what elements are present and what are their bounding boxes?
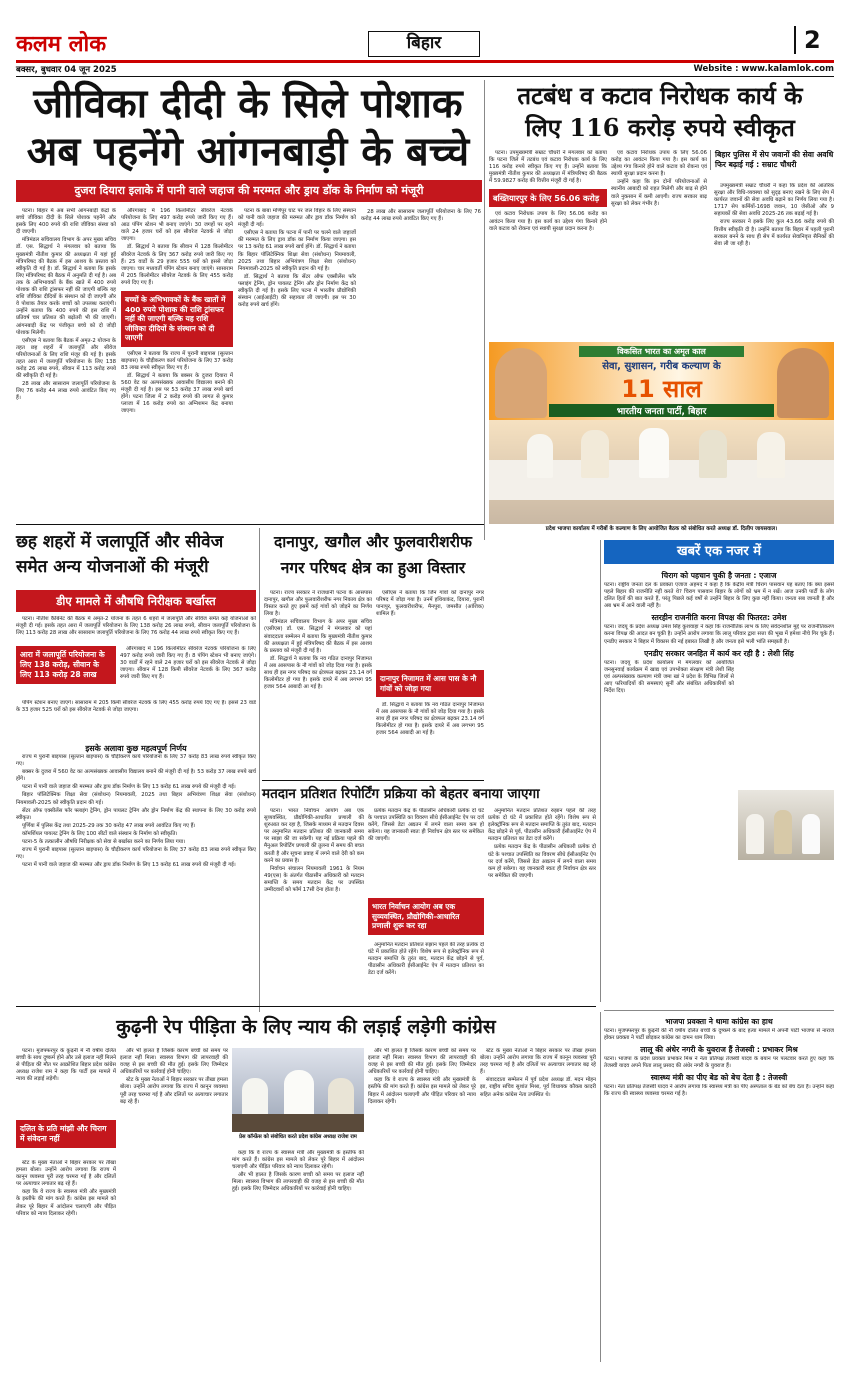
person (802, 814, 820, 854)
municipal-pull-wrap (376, 670, 484, 697)
leader-portrait-right (777, 348, 829, 418)
voting-headline-wrap (262, 784, 622, 804)
police-para: राज्य सरकार ने इसके लिए कुल 43.66 करोड़ रुपये की वित्तीय स्वीकृति दी है। उन्होंने बताया कि बिहार में पहली पुरानी सरकार बनने के साथ ही सेप में कार्यरत सेवानिवृत्त सैनिकों की सेवा ली जा रही है। (714, 219, 834, 247)
water-intro (16, 616, 256, 646)
lead-headline-line1: जीविका दीदी के सिले पोशाक (33, 80, 463, 127)
rape-pull-wrap (16, 1120, 116, 1148)
bjp-event-photo (489, 342, 834, 524)
glance-text: पटना। जदयू के प्रदेश अध्यक्ष उमेश सिंह कुशवाहा ने कहा कि राजनीतिक लाभ के लिए संवेदनशील मुद्दे पर राजनीतिकरण करना विपक्ष की आदत बन चुकी है। उन्होंने आरोप लगाया कि लालू परिवार द्वारा सत्ता की भूख में हमेशा नीचे गिर चुके हैं। एनडीए सरकार ने बिहार में विकास की नई इबारत लिखी है और जनता इसे भली भांति समझती है। (604, 624, 834, 645)
lead-para: 28 लाख और सासाराम जलापूर्ति परियोजना के लिए 76 करोड़ 44 लाख रुपये आवंटित किए गए हैं। (361, 209, 481, 223)
glance-title: स्तरहीन राजनीति करना विपक्ष की फितरत: उमेश (651, 613, 787, 623)
lead-para: एसीएस ने बताया कि राज्य में पुरानी बाइपास (सुल्तान बाइपास) के चौड़ीकरण कार्य परियोजना के लिए 37 करोड़ 83 लाख रुपये स्वीकृत किए गए हैं। (121, 350, 233, 371)
glance-item (604, 1045, 834, 1070)
embankment-pull: बख्तियारपुर के लिए 56.06 करोड़ (489, 189, 607, 207)
embankment-para: उन्होंने कहा कि इन दोनों परियोजनाओं से स्थानीय आबादी को राहत मिलेगी और बाढ़ से होने वाले नुकसान में कमी आएगी। राज्य सरकार बाढ़ सुरक्षा को लेकर गंभीर है। (611, 179, 707, 207)
rape-headline: कुढ़नी रेप पीड़िता के लिए न्याय की लड़ाई लड़ेगी कांग्रेस (116, 1016, 496, 1038)
glance-text: पटना। नेता प्रतिपक्ष तेजस्वी यादव ने आरोप लगाया कि स्वास्थ्य मंत्री का पीए अस्पताल के बेड को बेच देता है। उन्होंने कहा कि राज्य की स्वास्थ्य व्यवस्था चरमरा गई है। (604, 1084, 834, 1098)
lead-col4 (361, 208, 481, 520)
decision-item: राज्य में पुरानी बाइपास (सुल्तान बाइपास) के चौड़ीकरण कार्य परियोजना के लिए 37 करोड़ 83 लाख रुपये स्वीकृत किए गए। (16, 754, 256, 768)
banner-line: सेवा, सुशासन, गरीब कल्याण के (602, 361, 721, 372)
rape-para: कहा कि वे राज्य के स्वास्थ्य मंत्री और मुख्यमंत्री के इस्तीफे की मांग करते हैं। कांग्रेस इस मामले को लेकर पूरे बिहार में आंदोलन चलाएगी और पीड़ित परिवार को न्याय दिलाकर रहेगी। (232, 1150, 364, 1171)
lead-para: डॉ. सिद्धार्थ ने बताया कि सीवान में 128 किलोमीटर सीवरेज नेटवर्क के लिए 367 करोड़ रुपये जारी किए गए हैं। 25 वार्डों के 29 हजार 555 घरों को इससे जोड़ा जाएगा। चार मध्यवर्ती पंपिंग स्टेशन बनाए जाएंगे। सासाराम में 205 किलोमीटर सीवरेज नेटवर्क के लिए 455 करोड़ रुपये दिए गए हैं। (121, 244, 233, 286)
voting-pull-wrap (368, 898, 484, 935)
voting-para: पटना। भारत निर्वाचन आयोग अब एक सुव्यवस्थित, प्रौद्योगिकी-आधारित प्रणाली की शुरुआत कर रहा है, जिसके माध्यम से मतदान दिवस पर अनुमानित मतदान प्रतिशत की जानकारी समय पर साझा की जा सकेगी। यह नई प्रक्रिया पहले की मैनुअल रिपोर्टिंग प्रणाली की तुलना में समय की बचत करती है और सूचना प्रवाह में लगने वाले देरी को कम करने का प्रयास है। (264, 808, 364, 864)
lead-headline (14, 80, 482, 176)
water-para: पटना। नीतीश कैबिनेट की बैठक में अमृत-2 योजना के तहत 6 शहरों में जलापूर्ति और सीवेज समेत कई योजनाओं को मंजूरी दी गई। इसके तहत आरा में जलापूर्ति परियोजना के लिए 138 करोड़ 26 लाख रुपये, सीवान जलापूर्ति परियोजना के लिए 113 करोड़ 28 लाख और सासाराम जलापूर्ति परियोजना के लिए 76 करोड़ 44 लाख रुपये स्वीकृत किए गए हैं। (16, 616, 256, 637)
voting-headline: मतदान प्रतिशत रिपोर्टिंग प्रक्रिया को बेहतर बनाया जाएगा (262, 786, 540, 802)
voting-para: निर्वाचन संचालन नियमावली 1961 के नियम 49(एस) के अंतर्गत पीठासीन अधिकारी को मतदान समाप्ति के समय मतदान केंद्र पर उपस्थित उम्मीदवारों को फॉर्म 17सी देना होता है। (264, 865, 364, 894)
lead-para: डॉ. सिद्धार्थ ने बताया कि सेंटर ऑफ एक्सीलेंस फॉर फ्लाइंग ट्रेनिंग, ड्रोन पायलट ट्रेनिंग और ड्रोन निर्माण केंद्र को स्वीकृति दी गई है। इसके लिए पटना में भारतीय प्रौद्योगिकी संस्थान (आईआईटी) की सहायता ली जाएगी। इस पर 30 करोड़ रुपये खर्च होंगे। (238, 273, 356, 309)
rape-col1 (16, 1048, 116, 1118)
website: Website : www.kalamlok.com (693, 64, 834, 74)
paper-name: कलम लोक (16, 31, 107, 57)
municipal-para: डॉ. सिद्धार्थ ने बताया कि नव गठित दानापुर निजामत में अब आसपास के नौ गांवों को जोड़ दिया गया है। इसके साथ ही इस नगर परिषद का क्षेत्रफल बढ़कर 23.14 वर्ग किलोमीटर हो गया है। इसके दायरे में अब लगभग 95 हजार 564 आबादी आ गई है। (264, 655, 372, 691)
glance-title: चिराग को पहचान चुकी है जनता : एजाज (661, 571, 777, 580)
embankment-para: एवं कटाव निरोधक उपाय के लिए 56.06 करोड़ का आवंटन किया गया है। इस कार्य का उद्देश्य गंगा किनारे होने वाले कटाव को रोकना एवं स्थायी सुरक्षा प्रदान करना है। (489, 211, 607, 232)
lead-para: डॉ. सिद्धार्थ ने बताया कि बक्सर के दुजरा दियारा में 560 वेट का अल्पसंख्यक आवासीय विद्यालय बनाने की मंजूरी दी गई है। इस पर 53 करोड़ 37 लाख रुपये खर्च होंगे। पटना जिला में 2 करोड़ रुपये की लागत से कुमार प्लाजा में 16 करोड़ रुपये का अग्निशमन केंद्र बनाया जाएगा। (121, 372, 233, 415)
decision-item: सेंटर ऑफ एक्सीलेंस फॉर फ्लाइंग ट्रेनिंग, ड्रोन पायलट ट्रेनिंग और ड्रोन निर्माण केंद्र की स्थापना के लिए 30 करोड़ रुपये स्वीकृत। (16, 807, 256, 821)
press-caption: प्रेस कॉन्फ्रेंस को संबोधित करते प्रदेश कांग्रेस अध्यक्ष राजेश राम (239, 1134, 357, 1140)
water-headline (16, 530, 256, 580)
glance-text: पटना। राष्ट्रीय जनता दल के प्रवक्ता एजाज अहमद ने कहा है कि केंद्रीय मंत्री चिराग पासवान यह बताए कि क्या इससे पहले बिहार की राजनीति नहीं करते थे? चिराग पासवान बिहार के लोगों को भ्रम में न रखें। आज उनकी पार्टी के लोग दलित हितों की बात करते हैं, परंतु पिछले कई वर्षों से उन्होंने बिहार के लिए कुछ नहीं किया। जनता सब जानती है और अब भ्रम में आने वाली नहीं है। (604, 582, 834, 610)
lead-para: पटना। बिहार में अब सभी आंगनबाड़ी केंद्रों के बच्चे जीविका दीदी के सिले पोशाक पहनेंगे और इसके लिए 400 रुपये की राशि जीविका संस्था को दी जाएगी। (16, 208, 116, 236)
voting-para: अनुमानित मतदान प्रतिशत रुझान पहले की तरह प्रत्येक दो घंटे में प्रकाशित होते रहेंगे। विशेष रूप से इलेक्ट्रॉनिक रूप से मतदान समाप्ति के तुरंत बाद, मतदान केंद्र छोड़ने से पूर्व, पीठासीन अधिकारी ईसीआईनेट ऐप में मतदान प्रतिशत का डेटा दर्ज करेंगे। (488, 808, 596, 843)
lead-headline-line2: अब पहनेंगे आंगनबाड़ी के बच्चे (26, 128, 470, 175)
banner-party: भारतीय जनता पार्टी, बिहार (549, 404, 774, 417)
water-pull: आरा में जलापूर्ति परियोजना के लिए 138 करोड़, सीवान के लिए 113 करोड़ 28 लाख (16, 646, 116, 684)
person (527, 434, 553, 478)
municipal-headline (262, 530, 484, 554)
voting-pull: भारत निर्वाचन आयोग अब एक सुव्यवस्थित, प्रौद्योगिकी-आधारित प्रणाली शुरू कर रहा (368, 898, 484, 935)
voting-para: प्रत्येक मतदान केंद्र के पीठासीन अधिकारी प्रत्येक दो घंटे के पश्चात उपस्थिति का विवरण सीधे ईसीआईनेट ऐप पर दर्ज करेंगे, जिससे डेटा अद्यतन में लगने वाला समय कम हो सकेगा। यह जानकारी स्वतः ही निर्वाचन क्षेत्र स्तर पर समेकित की जाएगी। (488, 844, 596, 879)
glance-item (604, 571, 834, 610)
decision-item: बिहार पॉलिटेक्निक शिक्षा सेवा (संशोधन) नियमावली, 2025 तथा बिहार अभियंत्रण शिक्षा सेवा (संशोधन) नियमावली-2025 को स्वीकृति प्रदान की गई। (16, 792, 256, 806)
leader-portrait-left (495, 348, 547, 418)
municipal-col2 (376, 590, 484, 668)
voting-col4 (488, 808, 596, 1004)
column-rule (484, 80, 485, 540)
lead-para: एसीएस ने बताया कि बैठक में अमृत-2 योजना के तहत छह शहरों में जलापूर्ति और सीवेज परियोजनाओं के लिए राशि मंजूर की गई है। इसके तहत आरा में जलापूर्ति परियोजना के लिए 138 करोड़ 26 लाख रुपये, सीवान में 113 करोड़ रुपये की स्वीकृति दी गई है। (16, 337, 116, 380)
page-number: 2 (794, 26, 834, 54)
glance-title: लालू की अंधेर नगरी के युवराज हैं तेजस्वी : प्रभाकर मिश्र (640, 1045, 798, 1055)
lead-para: 28 लाख और सासाराम जलापूर्ति परियोजना के लिए 76 करोड़ 44 लाख रुपये आवंटित किए गए हैं। (16, 381, 116, 402)
rape-pull: दलित के प्रति मांझी और चिराग में संवेदना नहीं (16, 1120, 116, 1148)
embankment-headline-line1: तटबंध व कटाव निरोधक कार्य के (517, 81, 803, 110)
person (746, 814, 764, 854)
rape-para: और भी हालत है जिसके कारण बच्ची को समय पर इलाज नहीं मिला। स्वास्थ्य विभाग की लापरवाही की वजह से इस बच्ची की मौत हुई। इसके लिए जिम्मेदार अधिकारियों पर कार्रवाई होनी चाहिए। (232, 1172, 364, 1193)
rape-para: पटना। मुजफ्फरपुर के कुढ़नी में नौ वर्षीय दलित बच्ची के साथ दुष्कर्म होने और उसे इलाज नहीं मिलने से पीड़िता की मौत पर आक्रोशित बिहार प्रदेश कांग्रेस अध्यक्ष राजेश राम ने कहा कि पार्टी इस मामले में न्याय की लड़ाई लड़ेगी। (16, 1048, 116, 1083)
water-subhead: इसके अलावा कुछ महत्वपूर्ण निर्णय (85, 744, 187, 753)
rape-para: स्टेट के मुख्य नेताओं ने बिहार सरकार पर तीखा हमला बोला। उन्होंने आरोप लगाया कि राज्य में कानून व्यवस्था पूरी तरह चरमरा गई है और दलितों पर अत्याचार लगातार बढ़ रहे हैं। (480, 1048, 596, 1076)
water-banner: डीए मामले में औषधि निरीक्षक बर्खास्त (16, 590, 256, 612)
glance-text: पटना। जदयू के प्रदेश कार्यालय में मंगलवार को आयोजित जनसुनवाई कार्यक्रम में खाद्य एवं उपभोक्ता संरक्षण मंत्री लेशी सिंह एवं अल्पसंख्यक कल्याण मंत्री जमा खां ने प्रदेश के विभिन्न जिलों से आए फरियादियों की समस्याएं सुनीं और संबंधित अधिकारियों को निर्देश दिए। (604, 659, 734, 695)
voting-col2 (368, 808, 484, 896)
water-para: औरंगाबाद में 196 किलोमीटर सीवरेज नेटवर्क परियोजना के लिए 497 करोड़ रुपये जारी किए गए हैं। 8 पंपिंग स्टेशन भी बनाए जाएंगे। 30 वार्डों में रहने वाले 24 हजार घरों को इस सीवरेज नेटवर्क से जोड़ा जाएगा। सीवान में 128 किमी सीवरेज नेटवर्क के लिए 367 करोड़ रुपये जारी किए गए हैं। (120, 646, 256, 681)
water-headline-line1: छह शहरों में जलापूर्ति और सीवेज (16, 532, 224, 552)
section-rule (16, 524, 484, 525)
municipal-para: पटना। राज्य सरकार ने राजधानी पटना के आसपास दानापुर, खगौल और फुलवारीशरीफ नगर निकाय क्षेत्र का विस्तार करते हुए इसमें कई गांवों को जोड़ने का निर्णय लिया है। (264, 590, 372, 618)
water-col-b (16, 700, 256, 740)
rape-para: संवाददाता सम्मेलन में पूर्व प्रदेश अध्यक्ष डॉ. मदन मोहन झा, राष्ट्रीय सचिव सुशांत मिश्रा, पूर्व विधायक कौकब कादरी सहित अनेक कांग्रेस नेता उपस्थित थे। (480, 1077, 596, 1098)
glance-list (604, 568, 834, 1004)
person (639, 428, 669, 478)
column-rule (600, 1012, 601, 1362)
voting-para: प्रत्येक मतदान केंद्र के पीठासीन अधिकारी प्रत्येक दो घंटे के पश्चात उपस्थिति का विवरण सीधे ईसीआईनेट ऐप पर दर्ज करेंगे, जिससे डेटा अद्यतन में लगने वाला समय कम हो सकेगा। यह जानकारी स्वतः ही निर्वाचन क्षेत्र स्तर पर समेकित की जाएगी। (368, 808, 484, 843)
embankment-headline (486, 80, 834, 144)
banner-top: विकसित भारत का अमृत काल (579, 346, 744, 357)
banner-number: 11 साल (621, 375, 702, 403)
lead-col1 (16, 208, 116, 520)
rape-para: स्टेट के मुख्य नेताओं ने बिहार सरकार पर तीखा हमला बोला। उन्होंने आरोप लगाया कि राज्य में कानून व्यवस्था पूरी तरह चरमरा गई है और दलितों पर अत्याचार लगातार बढ़ रहे हैं। (120, 1077, 228, 1105)
decision-item: राज्य में पुरानी बाइपास (सुल्तान बाइपास) के चौड़ीकरण कार्य परियोजना के लिए 37 करोड़ 83 लाख रुपये स्वीकृत किए गए। (16, 847, 256, 861)
water-pull-wrap (16, 646, 116, 684)
person (757, 432, 785, 478)
glance-item (604, 613, 834, 645)
decision-item: पूर्णिया में पुलिस केंद्र तथा 2025-29 तक 30 करोड़ 47 लाख रुपये आवंटित किए गए हैं। (22, 822, 196, 829)
decision-item: पटना-5 के तत्कालीन औषधि निरीक्षक को सेवा से बर्खास्त करने का निर्णय लिया गया। (22, 839, 186, 846)
rape-para: और भी हालत है जिसके कारण बच्ची को समय पर इलाज नहीं मिला। स्वास्थ्य विभाग की लापरवाही की वजह से इस बच्ची की मौत हुई। इसके लिए जिम्मेदार अधिकारियों पर कार्रवाई होनी चाहिए। (368, 1048, 476, 1076)
section-rule (262, 780, 484, 781)
section-rule (604, 1010, 834, 1011)
lead-col2 (121, 208, 233, 520)
voting-para: अनुमानित मतदान प्रतिशत रुझान पहले की तरह प्रत्येक दो घंटे में प्रकाशित होते रहेंगे। विशेष रूप से इलेक्ट्रॉनिक रूप से मतदान समाप्ति के तुरंत बाद, मतदान केंद्र छोड़ने से पूर्व, पीठासीन अधिकारी ईसीआईनेट ऐप में मतदान प्रतिशत का डेटा दर्ज करेंगे। (368, 942, 484, 977)
lead-para: पटना के बाबा मणिपुर घाट पर जल विहार के लिए संस्थान को पानी वाले जहाज की मरम्मत और ड्राय डॉक निर्माण को मंजूरी दी गई। (238, 208, 356, 229)
police-col (714, 183, 834, 340)
municipal-para: डॉ. सिद्धार्थ ने बताया कि नव गठित दानापुर निजामत में अब आसपास के नौ गांवों को जोड़ दिया गया है। इसके साथ ही इस नगर परिषद का क्षेत्रफल बढ़कर 23.14 वर्ग किलोमीटर हो गया है। इसके दायरे में अब लगभग 95 हजार 564 आबादी आ गई है। (376, 702, 484, 737)
police-para: उपमुख्यमंत्री सम्राट चौधरी ने कहा कि प्रदेश की आंतरिक सुरक्षा और विधि-व्यवस्था को सुदृढ़ बनाए रखने के लिए सेप में कार्यरत जवानों की सेवा अवधि बढ़ाने का निर्णय लिया गया है। 1717 सेप कर्मियों-1698 जवान, 10 जेसीओ और 9 सहायकों की सेवा अवधि 2025-26 तक बढ़ाई गई है। (714, 183, 834, 218)
water-para: पंपिंग स्टेशन बनाए जाएंगे। सासाराम में 205 किमी सीवरेज नेटवर्क के लिए 455 करोड़ रुपये दिए गए हैं। इससे 23 वार्ड के 33 हजार 525 घरों को इस सीवरेज नेटवर्क से जोड़ा जाएगा। (16, 700, 256, 714)
embankment-para: पटना। उपमुख्यमंत्री सम्राट चौधरी ने मंगलवार को बताया कि पटना जिले में तटबंध एवं कटाव निरोधक कार्य के लिए 116 करोड़ रुपये स्वीकृत किए गए हैं। उन्होंने बताया कि मुख्यमंत्री नीतीश कुमार की अध्यक्षता में मंत्रिपरिषद की बैठक में 59.9827 करोड़ की वित्तीय मंजूरी दी गई है। (489, 150, 607, 185)
masthead-rule (16, 60, 834, 63)
municipal-headline-line2: नगर परिषद क्षेत्र का हुआ विस्तार (280, 558, 466, 577)
rape-para: स्टेट के मुख्य नेताओं ने बिहार सरकार पर तीखा हमला बोला। उन्होंने आरोप लगाया कि राज्य में कानून व्यवस्था पूरी तरह चरमरा गई है और दलितों पर अत्याचार लगातार बढ़ रहे हैं। (16, 1160, 116, 1188)
dateline-rule (16, 76, 834, 77)
rape-para: और भी हालत है जिसके कारण बच्ची को समय पर इलाज नहीं मिला। स्वास्थ्य विभाग की लापरवाही की वजह से इस बच्ची की मौत हुई। इसके लिए जिम्मेदार अधिकारियों पर कार्रवाई होनी चाहिए। (120, 1048, 228, 1076)
decision-item: पटना में पानी वाले जहाज की मरम्मत और ड्राय डॉक निर्माण के लिए 13 करोड़ 61 लाख रुपये की मंजूरी दी गई। (22, 784, 236, 791)
lead-para: औरंगाबाद में 196 किलोमीटर सीवरेज नेटवर्क परियोजना के लिए 497 करोड़ रुपये जारी किए गए हैं। आठ पंपिंग स्टेशन भी बनाए जाएंगे। 30 जगहों पर रहने वाले 24 हजार घरों को इस सीवरेज नेटवर्क से जोड़ा जाएगा। (121, 208, 233, 243)
glance-title: स्वास्थ्य मंत्री का पीए बेड को बेच देता है : तेजस्वी (650, 1073, 788, 1083)
meeting-photo (738, 790, 834, 860)
police-headline: बिहार पुलिस में सेप जवानों की सेवा अवधि फिर बढ़ाई गई : सम्राट चौधरी (715, 150, 834, 169)
embankment-para: एवं कटाव निरोधक उपाय के लिए 56.06 करोड़ का आवंटन किया गया है। इस कार्य का उद्देश्य गंगा किनारे होने वाले कटाव को रोकना एवं स्थायी सुरक्षा प्रदान करना है। (611, 150, 707, 178)
embankment-col1 (489, 150, 607, 340)
section-rule (16, 1006, 596, 1007)
rape-col2 (120, 1048, 228, 1360)
glance-text: पटना। भाजपा के प्रदेश प्रवक्ता प्रभाकर मिश्र ने नेता प्रतिपक्ष तेजस्वी यादव के बयान पर पलटवार करते हुए कहा कि तेजस्वी यादव अपने पिता लालू प्रसाद की अंधेर नगरी के युवराज हैं। (604, 1056, 834, 1070)
glance-header: खबरें एक नजर में (604, 540, 834, 564)
dateline: बक्सर, बुधवार 04 जून 2025 (16, 65, 117, 75)
rape-col3 (232, 1150, 364, 1360)
lead-para: एसीएस ने बताया कि पटना में पानी पर चलने वाले जहाजों की मरम्मत के लिए ड्राय डॉक का निर्माण किया जाएगा। इस पर 13 करोड़ 61 लाख रुपये खर्च होंगे। डॉ. सिद्धार्थ ने बताया कि बिहार पॉलिटेक्निक शिक्षा सेवा (संशोधन) नियमावली, 2025 तथा बिहार अभियंत्रण शिक्षा सेवा (संशोधन) नियमावली-2025 को स्वीकृति प्रदान की गई है। (238, 230, 356, 272)
lead-col3 (238, 208, 356, 520)
press-conference-photo (232, 1048, 364, 1132)
rape-para: कहा कि वे राज्य के स्वास्थ्य मंत्री और मुख्यमंत्री के इस्तीफे की मांग करते हैं। कांग्रेस इस मामले को लेकर पूरे बिहार में आंदोलन चलाएगी और पीड़ित परिवार को न्याय दिलाकर रहेगी। (368, 1077, 476, 1105)
embankment-col2 (611, 150, 707, 340)
rape-para: कहा कि वे राज्य के स्वास्थ्य मंत्री और मुख्यमंत्री के इस्तीफे की मांग करते हैं। कांग्रेस इस मामले को लेकर पूरे बिहार में आंदोलन चलाएगी और पीड़ित परिवार को न्याय दिलाकर रहेगी। (16, 1189, 116, 1217)
masthead (16, 28, 106, 58)
glance-list-lower (604, 1014, 834, 1360)
person (581, 430, 609, 478)
desk (232, 1114, 364, 1132)
lead-banner: दुजरा दियारा इलाके में पानी वाले जहाज की मरम्मत और ड्राय डॉक के निर्माण को मंजूरी (16, 180, 482, 202)
rape-col5 (480, 1048, 596, 1360)
glance-item (604, 649, 834, 695)
decision-item: पटना में पानी वाले जहाज की मरम्मत और ड्राय डॉक निर्माण के लिए 13 करोड़ 61 लाख रुपये की मंजूरी दी गई। (22, 862, 236, 869)
person (699, 430, 727, 478)
person (774, 810, 792, 854)
section-label: बिहार (368, 31, 480, 57)
voting-col1 (264, 808, 364, 1004)
voting-col3 (368, 942, 484, 1004)
municipal-col1 (264, 590, 372, 778)
glance-title: भाजपा प्रवक्ता ने थामा कांग्रेस का हाथ (665, 1017, 773, 1026)
lead-quote: बच्चों के अभिभावकों के बैंक खातों में 400 रुपये पोशाक की राशि ट्रांसफर नहीं की जाएगी बल्कि यह राशि जीविका दीदियों के संस्थान को दी जाएगी (121, 291, 233, 347)
glance-item (604, 1073, 834, 1098)
decisions-list (16, 754, 256, 1002)
decision-item: बक्सर के दुजरा में 560 वेट का अल्पसंख्यक आवासीय विद्यालय बनाने की मंजूरी दी गई है। 53 करोड़ 37 लाख रुपये खर्च होंगे। (16, 769, 256, 783)
column-rule (259, 528, 260, 1012)
municipal-headline-b (262, 556, 484, 580)
municipal-pull: दानापुर निजामत में आस पास के नौ गांवों को जोड़ा गया (376, 670, 484, 697)
municipal-headline-line1: दानापुर, खगौल और फुलवारीशरीफ (273, 532, 472, 551)
police-story (710, 150, 834, 170)
municipal-para: मंत्रिमंडल सचिवालय विभाग के अपर मुख्य सचिव (एसीएस) डॉ. एस. सिद्धार्थ ने मंगलवार को यहां संवाददाता सम्मेलन में बताया कि मुख्यमंत्री नीतीश कुमार की अध्यक्षता में हुई मंत्रिपरिषद की बैठक में इस आशय के प्रस्ताव को मंजूरी दी गई है। (264, 619, 372, 654)
water-headline-line2: समेत अन्य योजनाओं की मंजूरी (16, 557, 209, 577)
rape-headline-wrap (16, 1012, 596, 1042)
glance-item (604, 1017, 834, 1042)
lead-para: मंत्रिमंडल सचिवालय विभाग के अपर मुख्य सचिव डॉ. एस. सिद्धार्थ ने मंगलवार को बताया कि मुख्यमंत्री नीतीश कुमार की अध्यक्षता में यहां हुई मंत्रिपरिषद की बैठक में इस आशय के प्रस्ताव को स्वीकृति दी गई है। डॉ. सिद्धार्थ ने बताया कि इसके लिए मंत्रिपरिषद की बैठक में अनुमति दी गई है। अब तक के अभिभावकों के बैंक खाते में 400 रुपये पोशाक की राशि ट्रांसफर नहीं की जाएगी बल्कि यह राशि जीविका दीदियों के संस्थान को दी जाएगी और वे पोशाक तैयार करके बच्चों को उपलब्ध कराएंगी। उन्होंने बताया कि 400 रुपये की इस राशि में प्रतिवर्ष चार प्रतिशत की बढ़ोतरी भी की जाएगी। आंगनबाड़ी केंद्र पर पंजीकृत बच्चे को दो जोड़ी पोशाक मिलेगी। (16, 237, 116, 336)
municipal-para: एसीएस ने बताया कि जिन गांवों को दानापुर नगर परिषद में जोड़ा गया है। उनमें हथियाकंद, दियारा, पुरानी पानापुर, फुलवारीशरीफ, मैनपुरा, जमसौत (आंशिक) शामिल हैं। (376, 590, 484, 618)
decision-item: कॉमर्शियल पायलट ट्रेनिंग के लिए 100 सीटों वाले संस्थान के निर्माण को स्वीकृति। (22, 830, 178, 837)
rape-col4 (368, 1048, 476, 1360)
embankment-headline-line2: लिए 116 करोड़ रुपये स्वीकृत (525, 113, 795, 142)
glance-title: एनडीए सरकार जनहित में कार्य कर रही है : लेशी सिंह (644, 648, 794, 658)
glance-text: पटना। मुजफ्फरपुर के कुढ़नी की नौ वर्षीय दलित बच्ची के दुष्कर्म के बाद हत्या मामले में अपनी पार्टी भाजपा से नाराज होकर प्रवक्ता ने पार्टी छोड़कर कांग्रेस का दामन थाम लिया। (604, 1028, 834, 1042)
rape-col1b (16, 1160, 116, 1360)
municipal-col3 (376, 702, 484, 778)
column-rule (600, 540, 601, 1002)
photo-caption: प्रदेश भाजपा कार्यालय में गरीबों के कल्याण के लिए आयोजित बैठक को संबोधित करते अध्यक्ष डॉ. दिलीप जायसवाल। (545, 526, 778, 532)
